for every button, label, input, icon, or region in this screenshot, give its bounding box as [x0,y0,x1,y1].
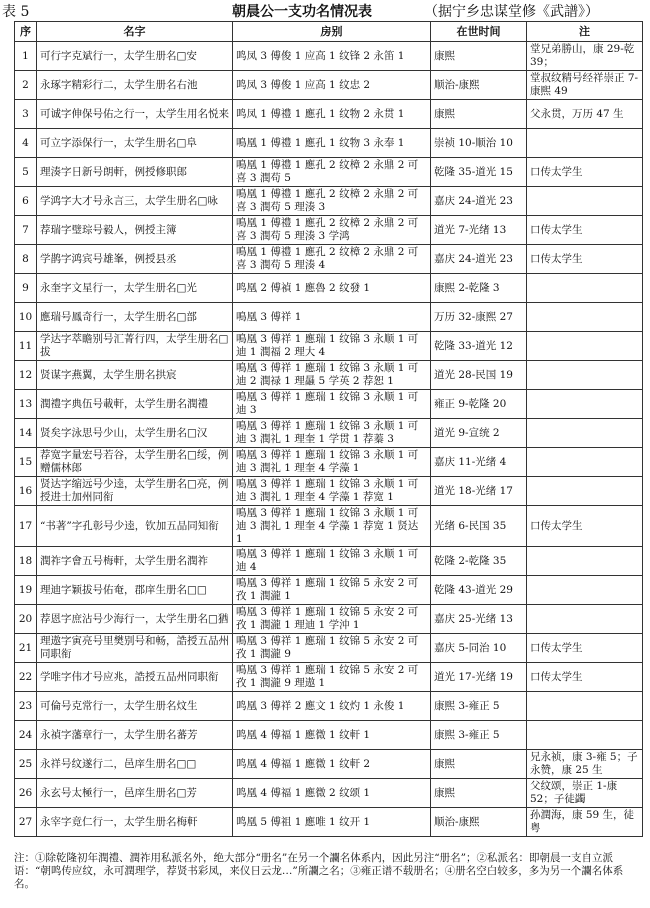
row-number [15,721,37,750]
row-period-text: 嘉庆 5-同治 10 [434,641,507,654]
row-period-text: 康熙 [434,786,455,799]
row-name-text: 学鹊字鸿宾号雄峯，例授县丞 [40,252,177,265]
row-period [431,332,527,361]
row-branch-text: 鸣凰 4 傅福 1 應微 1 纹軒 2 [236,757,371,770]
row-number [15,303,37,332]
row-name-text: 永祥号纹遂行二，邑庠生册名□□ [40,757,197,770]
row-number-text: 11 [18,339,33,352]
row-period-text: 乾隆 33-道光 12 [434,339,513,352]
row-period-text: 康熙 [434,757,455,770]
row-number [15,448,37,477]
row-note [527,692,643,721]
row-branch [233,721,431,750]
row-period [431,448,527,477]
row-branch [233,506,431,547]
row-name [37,547,233,576]
row-number-text: 27 [18,815,33,828]
row-branch [233,42,431,71]
row-number [15,158,37,187]
row-number-text: 8 [22,252,29,265]
row-number [15,216,37,245]
row-period-text: 乾隆 2-乾隆 35 [434,554,507,567]
row-branch [233,605,431,634]
row-branch [233,158,431,187]
row-note [527,245,643,274]
row-branch-text: 鳴凰 3 傅祥 1 應瑞 1 纹锦 5 永安 2 可孜 1 潤瀧 9 [236,635,419,660]
row-period [431,42,527,71]
row-period [431,477,527,506]
row-name [37,506,233,547]
row-note-text: 口传太学生 [530,670,583,683]
row-period [431,779,527,808]
row-name [37,419,233,448]
row-branch [233,477,431,506]
row-branch [233,361,431,390]
row-period [431,750,527,779]
row-branch [233,750,431,779]
row-number [15,390,37,419]
row-name [37,605,233,634]
row-branch-text: 鳴凰 3 傅祥 1 應瑞 1 纹锦 3 永顺 1 可迪 3 潤礼 1 理奎 4 学藻 1 荐宽 1 [236,478,419,503]
row-name-text: 荐瑞字璧琮号毅人，例授主簿 [40,223,177,236]
row-period [431,634,527,663]
row-period-text: 道光 7-光绪 13 [434,223,507,236]
row-note [527,100,643,129]
row-note-text: 兄永祯，康 3-雍 5；子永赞，康 25 生 [530,751,638,776]
row-name [37,721,233,750]
row-name-text: 贤矣字泳思号少山，太学生册名□汉 [40,426,208,439]
row-number [15,274,37,303]
row-branch-text: 鸣凰 4 傅福 1 應微 2 纹颂 1 [236,786,371,799]
row-number [15,477,37,506]
row-period-text: 乾隆 35-道光 15 [434,165,513,178]
table-number: 表 5 [2,4,30,20]
row-name-text: 永琢字精彩行二，太学生册名右池 [40,78,198,91]
row-branch-text: 鳴凰 3 傅祥 1 應瑞 1 纹锦 5 永安 2 可孜 1 潤瀧 1 [236,577,419,602]
table-row [15,779,643,808]
row-period [431,692,527,721]
footnotes: 注：①除乾隆初年潤禮、潤祚用私派名外，绝大部分“册名”在另一个讕名体系内，因此另注“册名”；②私派名：即朝晨一支自立派语：“朝鸣传应纹，永可潤理学，荐贤书彩凤，来仪日云龙…”所讕之名；③雍正谱不载册名；④册名空白较多，多为另一个讕名体系名。 [14,852,624,890]
row-branch-text: 鳴凰 3 傅祥 1 應瑞 1 纹锦 3 永顺 1 可迪 3 潤礼 1 理奎 1 学贯 1 荐蓁 3 [236,420,419,445]
row-branch-text: 鳴凰 3 傅祥 1 應瑞 1 纹锦 3 永顺 1 可迪 3 潤礼 1 理奎 4 学藻 1 [236,449,419,474]
row-name-text: 應瑞号鳳奇行一，太学生册名□部 [40,310,197,323]
row-note [527,390,643,419]
row-period-text: 道光 17-光绪 19 [434,670,513,683]
row-branch [233,779,431,808]
row-branch-text: 鳴凰 1 傅禮 1 應孔 2 纹樟 2 永鼎 2 可喜 3 潤苟 5 [236,159,419,184]
row-note-text: 父纹颂，崇正 1-康 52；子徒蠲 [530,780,618,805]
row-note-text: 口传太学生 [530,641,583,654]
table-row [15,390,643,419]
row-note [527,332,643,361]
row-name-text: 学鸿字大才号永言三，太学生册名□咏 [40,194,218,207]
row-note [527,605,643,634]
row-name-text: 可立字添保行一，太学生册名□阜 [40,136,197,149]
table-row [15,448,643,477]
row-number [15,187,37,216]
row-period-text: 道光 9-宣统 2 [434,426,500,439]
row-period [431,808,527,837]
row-name [37,274,233,303]
table-source: （据宁乡忠谋堂修《武譜》） [424,4,599,20]
row-branch [233,448,431,477]
row-number-text: 9 [22,281,29,294]
row-name [37,779,233,808]
row-name [37,576,233,605]
row-name-text: 可诚字伸保号佑之行一，太学生用名悦来 [40,107,229,120]
row-period [431,187,527,216]
row-number [15,129,37,158]
table-row [15,129,643,158]
row-period-text: 乾隆 43-道光 29 [434,583,513,596]
row-branch-text: 鳴凰 1 傅禮 1 應孔 1 纹物 3 永奉 1 [236,136,405,149]
row-branch [233,390,431,419]
row-branch [233,129,431,158]
row-period-text: 光绪 6-民国 35 [434,519,507,532]
table-row [15,750,643,779]
row-number-text: 2 [22,78,29,91]
row-branch-text: 鳴凰 3 傅祥 1 應瑞 1 纹锦 3 永顺 1 可迪 2 潤禄 1 理曧 5 学英 2 荐恕 1 [236,362,419,387]
row-period [431,721,527,750]
row-period-text: 康熙 2-乾隆 3 [434,281,500,294]
table-body [15,42,643,837]
row-name [37,245,233,274]
table-row [15,158,643,187]
row-note [527,576,643,605]
row-period-text: 崇祯 10-顺治 10 [434,136,513,149]
row-note [527,779,643,808]
row-number [15,361,37,390]
row-branch [233,216,431,245]
row-note [527,506,643,547]
row-number [15,419,37,448]
row-branch [233,547,431,576]
table-row [15,274,643,303]
row-branch [233,634,431,663]
table-row [15,303,643,332]
row-note [527,361,643,390]
row-branch [233,71,431,100]
row-note-text: 口传太学生 [530,519,583,532]
row-branch-text: 鸣凤 1 傅禮 1 應孔 1 纹物 2 永贯 1 [236,107,405,120]
row-period [431,71,527,100]
row-period-text: 康熙 3-雍正 5 [434,728,500,741]
row-note [527,750,643,779]
row-name-text: 可倫号克常行一，太学生册名炆生 [40,699,198,712]
row-name-text: 学唯字伟才号应兆，誥授五品州同职衔 [40,670,219,683]
row-number-text: 19 [18,583,33,596]
table-row [15,506,643,547]
row-number [15,547,37,576]
row-name-text: 可行字克斌行一，太学生册名□安 [40,49,197,62]
row-number [15,605,37,634]
header-branch: 房别 [233,22,431,42]
row-name [37,808,233,837]
row-name [37,216,233,245]
row-name-text: 贤谋字燕翼，太学生册名拱宸 [40,368,177,381]
row-note [527,71,643,100]
row-name-text: 永禎字藩章行一，太学生册名蕃芳 [40,728,198,741]
row-number-text: 13 [18,397,33,410]
row-name [37,71,233,100]
row-name [37,100,233,129]
table-row [15,187,643,216]
row-period [431,506,527,547]
row-name-text: 永奎字文星行一，太学生册名□光 [40,281,197,294]
row-period-text: 道光 28-民国 19 [434,368,513,381]
row-note [527,663,643,692]
row-branch-text: 鳴凰 1 傅禮 1 應孔 2 纹樟 2 永鼎 2 可喜 3 潤苟 5 理湊 3 [236,188,419,213]
row-period-text: 康熙 3-雍正 5 [434,699,500,712]
row-branch [233,100,431,129]
row-branch-text: 鳴凰 3 傅祥 1 [236,310,302,323]
fame-table [14,21,643,837]
row-name [37,692,233,721]
row-branch [233,187,431,216]
row-name-text: 荐宽字量宏号若谷，太学生册名□绥，例赠儒林郎 [40,449,229,474]
row-name [37,332,233,361]
row-name [37,158,233,187]
row-branch-text: 鸣凤 3 傅俊 1 应高 1 纹锋 2 永笛 1 [236,49,405,62]
table-row [15,361,643,390]
row-period [431,245,527,274]
row-note-text: 孙潤海，康 59 生，徒粤 [530,809,635,834]
row-branch-text: 鳴凰 1 傅禮 1 應孔 2 纹樟 2 永鼎 2 可喜 3 潤苟 5 理湊 4 [236,246,419,271]
row-note [527,129,643,158]
header-note: 注 [527,22,643,42]
row-period-text: 顺治-康熙 [434,78,480,91]
row-period [431,100,527,129]
row-number-text: 17 [18,519,33,532]
row-name [37,448,233,477]
row-note [527,721,643,750]
table-row [15,216,643,245]
row-name-text: 潤祚字會五号梅軒，太学生册名潤祚 [40,554,208,567]
row-period-text: 万历 32-康熙 27 [434,310,513,323]
row-number [15,779,37,808]
row-name-text: 永宰字竟仁行一，太学生册名梅軒 [40,815,198,828]
row-period [431,663,527,692]
row-period [431,605,527,634]
table-row [15,419,643,448]
row-number [15,663,37,692]
row-name [37,477,233,506]
row-number [15,71,37,100]
header-name: 名字 [37,22,233,42]
row-number-text: 18 [18,554,33,567]
row-name-text: 理遨字寅亮号里樊别号和畅，誥授五品州同职衔 [40,635,229,660]
row-note-text: 父永贯，万历 47 生 [530,107,624,120]
row-period-text: 康熙 [434,49,455,62]
row-name [37,361,233,390]
row-name-text: 荐恩字庶沾号少海行一，太学生册名□猶 [40,612,229,625]
row-note-text: 口传太学生 [530,252,583,265]
row-branch-text: 鸣凰 2 傅禎 1 應魯 2 纹發 1 [236,281,371,294]
row-period-text: 嘉庆 25-光绪 13 [434,612,513,625]
row-branch [233,274,431,303]
row-name [37,663,233,692]
row-period [431,303,527,332]
row-number-text: 25 [18,757,33,770]
row-name [37,129,233,158]
row-branch-text: 鳴凰 1 傅禮 1 應孔 2 纹樟 2 永鼎 2 可喜 3 潤苟 5 理湊 3 学鸿 [236,217,419,242]
row-number-text: 10 [18,310,33,323]
row-note [527,42,643,71]
header-no: 序 [15,22,37,42]
table-row [15,576,643,605]
table-row [15,547,643,576]
row-period [431,390,527,419]
row-number-text: 5 [22,165,29,178]
row-number-text: 20 [18,612,33,625]
row-number-text: 7 [22,223,29,236]
row-name-text: 学达字萃瞻别号汇菁行四，太学生册名□拔 [40,333,229,358]
row-number [15,750,37,779]
row-number-text: 1 [22,49,29,62]
row-period [431,361,527,390]
row-branch-text: 鳴凰 3 傅祥 1 應瑞 1 纹锦 5 永安 2 可孜 1 潤瀧 9 理遨 1 [236,664,419,689]
row-note [527,274,643,303]
row-name [37,390,233,419]
row-number-text: 16 [18,484,33,497]
row-number-text: 14 [18,426,33,439]
row-period-text: 康熙 [434,107,455,120]
row-note [527,419,643,448]
row-number [15,692,37,721]
row-period [431,158,527,187]
row-branch-text: 鳴凰 3 傅祥 1 應瑞 1 纹锦 3 永顺 1 可迪 3 潤礼 1 理奎 4 学藻 1 荐宽 1 贤达 1 [236,506,419,545]
header-period: 在世时间 [431,22,527,42]
row-note-text: 口传太学生 [530,223,583,236]
row-branch-text: 鸣凰 3 傅祥 2 應文 1 纹灼 1 永俊 1 [236,699,405,712]
row-number-text: 26 [18,786,33,799]
row-number-text: 22 [18,670,33,683]
row-name-text: 潤禮字典伍号載軒，太学生册名潤禮 [40,397,208,410]
row-note [527,448,643,477]
row-period-text: 顺治-康熙 [434,815,480,828]
row-period [431,216,527,245]
row-number [15,576,37,605]
table-row [15,634,643,663]
row-branch [233,245,431,274]
row-period [431,419,527,448]
row-name [37,750,233,779]
row-name [37,187,233,216]
row-name [37,42,233,71]
row-number-text: 12 [18,368,33,381]
row-name-text: 永玄号太極行一，邑庠生册名□芳 [40,786,197,799]
row-branch [233,692,431,721]
row-branch [233,808,431,837]
row-number [15,634,37,663]
row-branch-text: 鸣凰 5 傅祖 1 應唯 1 纹开 1 [236,815,371,828]
table-row [15,42,643,71]
row-period-text: 道光 18-光绪 17 [434,484,513,497]
table-row [15,721,643,750]
table-row [15,71,643,100]
table-row [15,332,643,361]
row-number [15,100,37,129]
row-period [431,274,527,303]
table-row [15,605,643,634]
table-row [15,663,643,692]
row-note [527,158,643,187]
row-number-text: 15 [18,455,33,468]
row-period [431,547,527,576]
row-note [527,477,643,506]
row-branch-text: 鸣凤 3 傅俊 1 应高 1 纹忠 2 [236,78,371,91]
header-row [15,22,643,42]
row-period-text: 雍正 9-乾隆 20 [434,397,507,410]
row-name-text: 贤达字缩远号少逵，太学生册名□亮，例授进士加州同衔 [40,478,229,503]
row-branch [233,419,431,448]
row-note [527,303,643,332]
row-number [15,808,37,837]
table-row [15,692,643,721]
row-number-text: 6 [22,194,29,207]
table-row [15,100,643,129]
table-row [15,245,643,274]
row-branch-text: 鳴凰 3 傅祥 1 應瑞 1 纹锦 3 永顺 1 可迪 1 潤福 2 理大 4 [236,333,419,358]
row-branch [233,332,431,361]
row-branch-text: 鳴凰 3 傅祥 1 應瑞 1 纹锦 3 永顺 1 可迪 4 [236,548,419,573]
row-period-text: 嘉庆 24-道光 23 [434,194,513,207]
row-note [527,634,643,663]
row-note [527,808,643,837]
row-name-text: 理迪字颖拔号佑奄，郡庠生册名□□ [40,583,207,596]
row-note-text: 口传太学生 [530,165,583,178]
row-note [527,187,643,216]
row-number-text: 4 [22,136,29,149]
row-period-text: 嘉庆 24-道光 23 [434,252,513,265]
row-note-text: 堂叔纹精号经祥崇正 7-康熙 49 [530,72,639,97]
row-name [37,303,233,332]
row-period-text: 嘉庆 11-光绪 4 [434,455,507,468]
row-number [15,245,37,274]
row-branch [233,576,431,605]
row-number [15,506,37,547]
row-branch [233,303,431,332]
row-branch [233,663,431,692]
row-number-text: 23 [18,699,33,712]
row-number-text: 24 [18,728,33,741]
row-number-text: 3 [22,107,29,120]
row-number-text: 21 [18,641,33,654]
row-name-text: “书著”字孔彰号少逵，钦加五品同知衔 [40,519,219,532]
row-name [37,634,233,663]
table-row [15,477,643,506]
row-number [15,42,37,71]
table-row [15,808,643,837]
row-branch-text: 鸣凰 4 傅福 1 應微 1 纹軒 1 [236,728,371,741]
row-name-text: 理湊字日新号朗軒，例授修职郎 [40,165,187,178]
row-period [431,576,527,605]
row-period [431,129,527,158]
row-note [527,216,643,245]
row-note-text: 堂兄弟勝山，康 29-乾 39； [530,43,635,68]
row-number [15,332,37,361]
table-caption [0,0,650,20]
row-branch-text: 鳴凰 3 傅祥 1 應瑞 1 纹锦 5 永安 2 可孜 1 潤瀧 1 理迪 1 学沖 1 [236,606,419,631]
row-branch-text: 鳴凰 3 傅祥 1 應瑞 1 纹锦 3 永顺 1 可迪 3 [236,391,419,416]
table-title: 朝晨公一支功名情况表 [232,4,372,20]
row-note [527,547,643,576]
